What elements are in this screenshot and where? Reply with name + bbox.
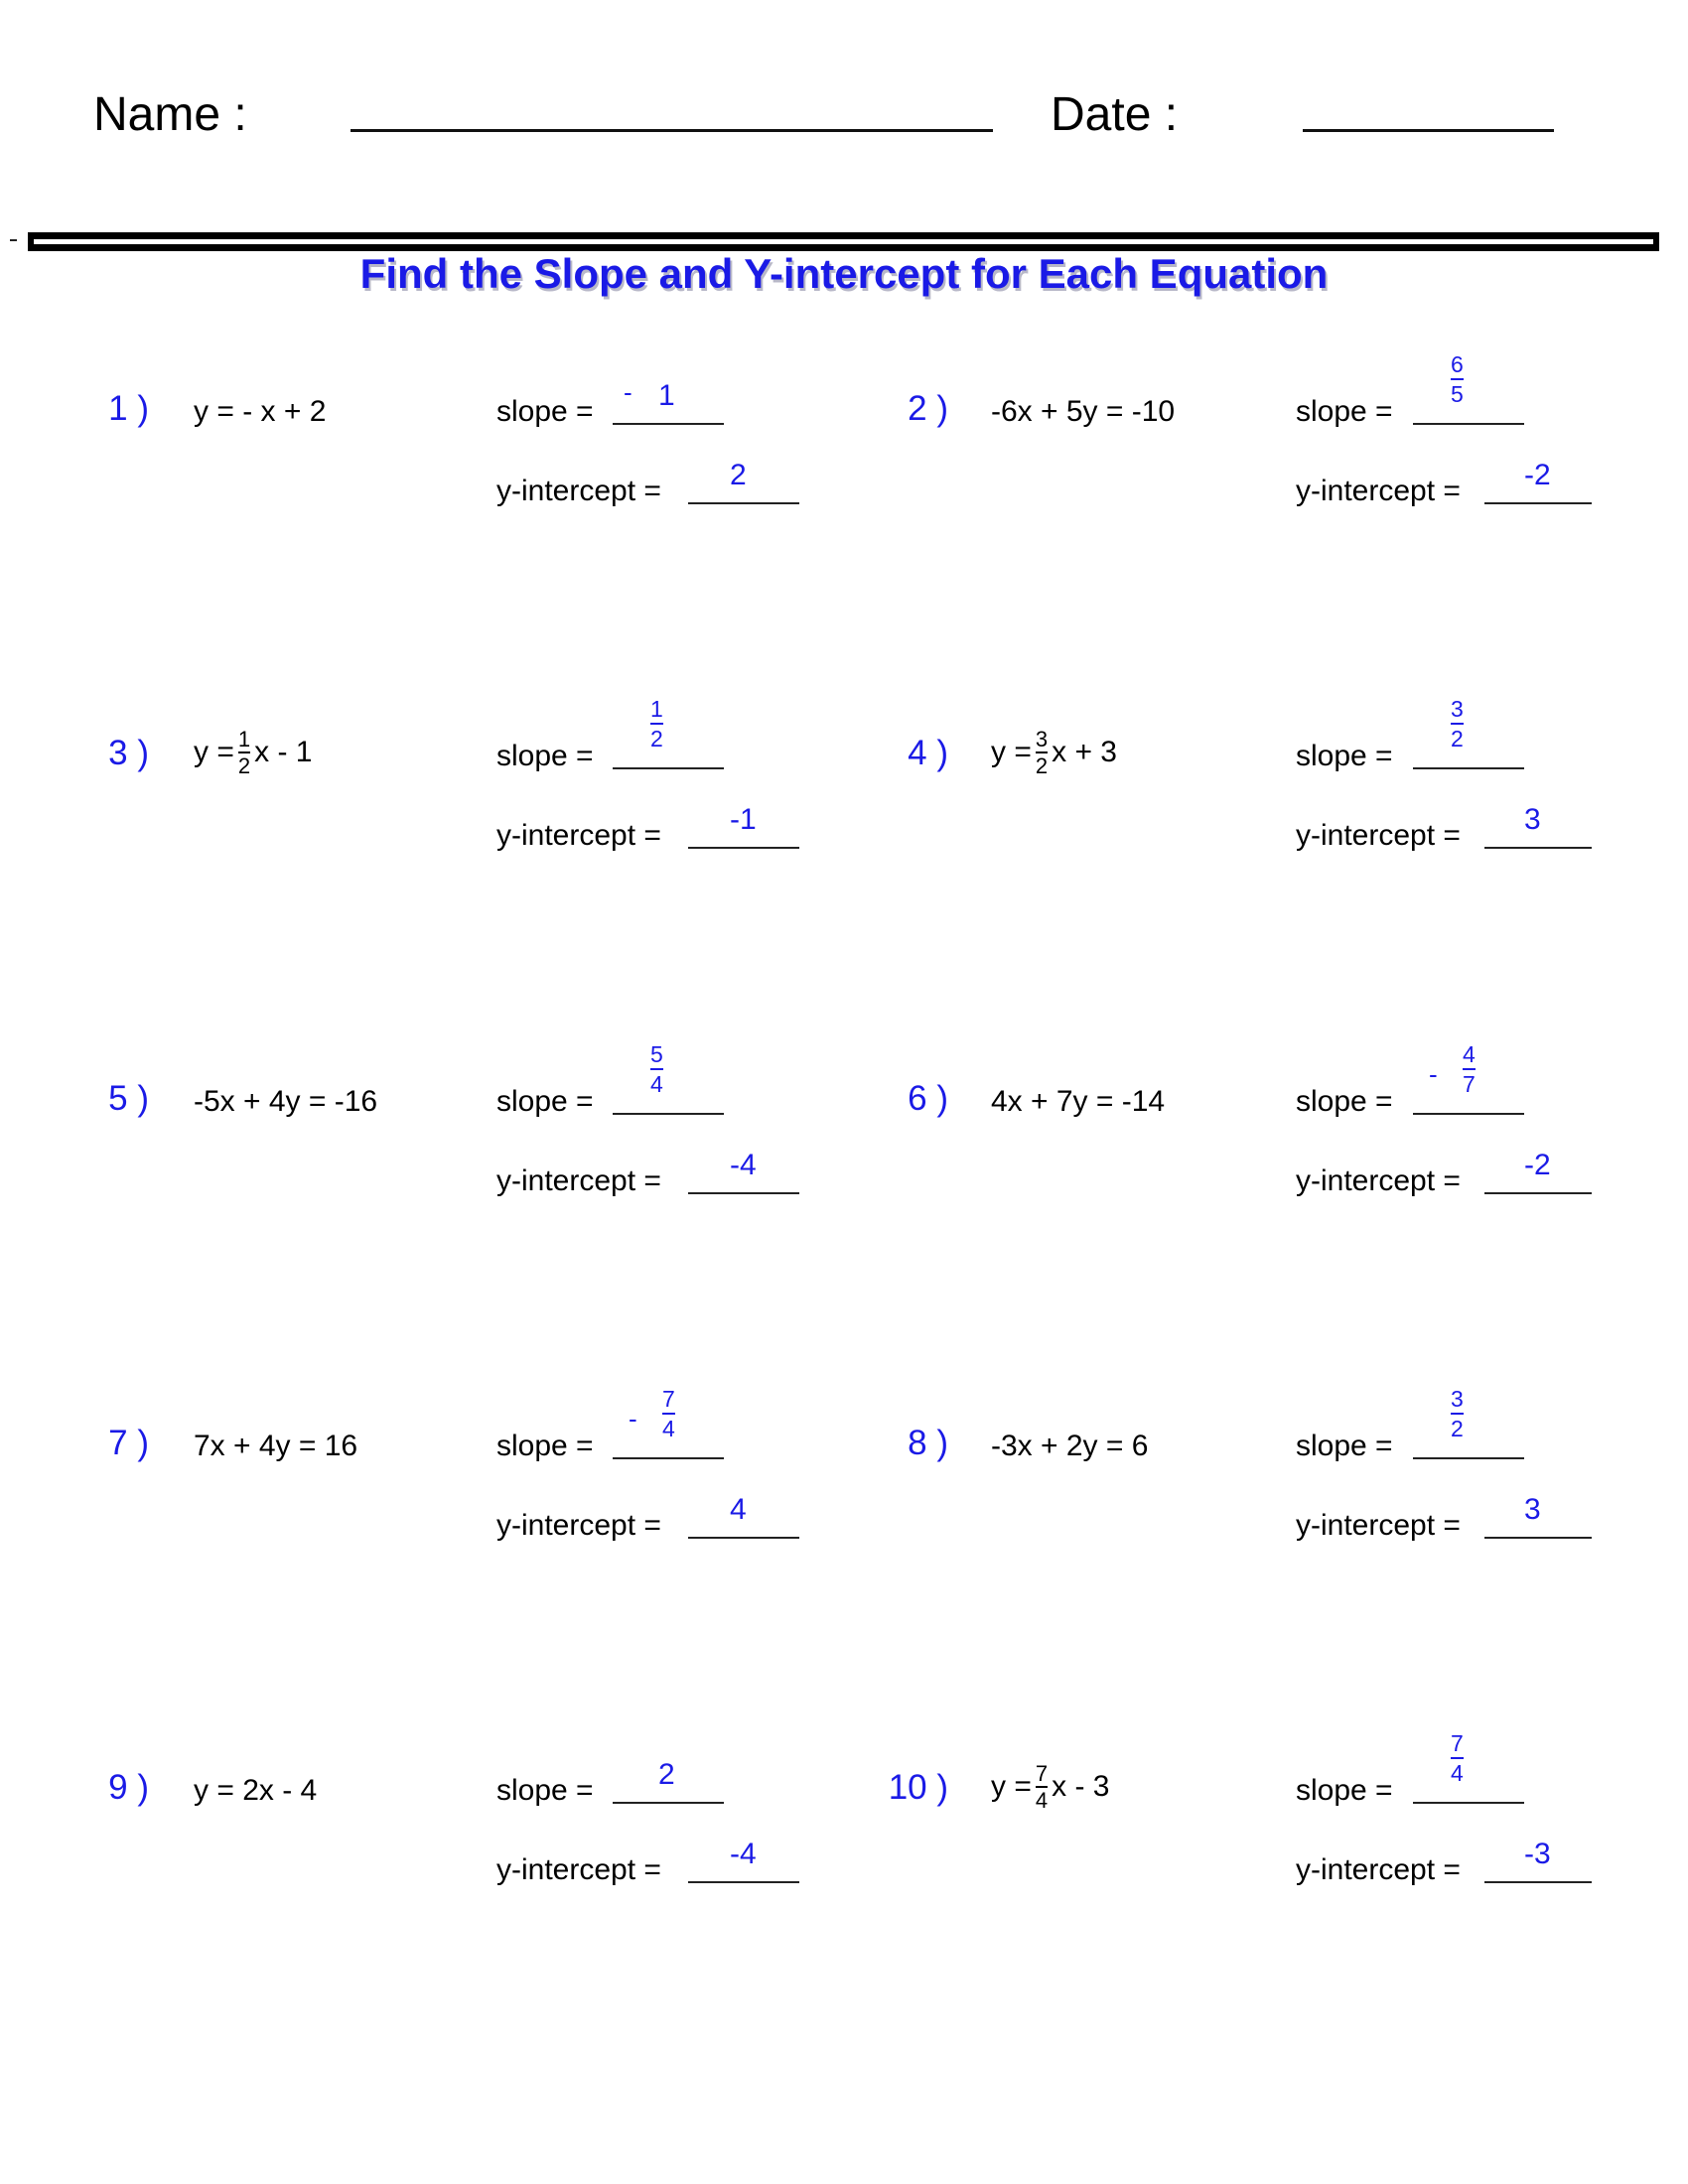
fraction-numerator: 7 — [1451, 1730, 1464, 1756]
slope-label: slope = — [1296, 1085, 1393, 1118]
fraction-denominator: 7 — [1463, 1071, 1476, 1097]
equation-lhs: y = — [194, 736, 234, 768]
intercept-answer-line[interactable] — [688, 1537, 799, 1539]
fraction-denominator: 2 — [237, 752, 251, 778]
equation-lhs: y = — [991, 736, 1032, 768]
slope-answer-sign: - — [1429, 1059, 1438, 1089]
fraction-numerator: 7 — [1035, 1760, 1049, 1786]
intercept-answer-line[interactable] — [1484, 502, 1592, 504]
equation-lhs: y = — [991, 1770, 1032, 1803]
fraction-bar — [662, 1413, 675, 1415]
intercept-answer: -1 — [730, 803, 757, 836]
fraction-bar — [1451, 378, 1464, 380]
equation: 4x + 7y = -14 — [991, 1085, 1166, 1118]
equation: -5x + 4y = -16 — [194, 1085, 378, 1118]
fraction-numerator: 5 — [650, 1041, 663, 1067]
header-divider — [28, 232, 1659, 251]
intercept-answer-line[interactable] — [1484, 847, 1592, 849]
slope-answer-fraction — [1463, 1043, 1476, 1096]
equation: -3x + 2y = 6 — [991, 1430, 1149, 1462]
fraction-bar — [1463, 1068, 1476, 1070]
slope-answer-line[interactable] — [613, 423, 724, 425]
problem-number: 7 ) — [108, 1424, 149, 1462]
intercept-answer-line[interactable] — [688, 1881, 799, 1883]
intercept-label: y-intercept = — [496, 1509, 661, 1542]
fraction-denominator: 2 — [1035, 752, 1049, 778]
slope-answer-line[interactable] — [1413, 1113, 1524, 1115]
slope-answer-line[interactable] — [613, 1802, 724, 1804]
problem-number: 10 ) — [888, 1768, 948, 1807]
fraction-numerator: 3 — [1451, 1386, 1464, 1412]
intercept-label: y-intercept = — [496, 475, 661, 507]
fraction-denominator: 2 — [650, 726, 663, 751]
slope-answer-line[interactable] — [1413, 1802, 1524, 1804]
slope-answer-fraction — [650, 698, 663, 751]
intercept-answer-line[interactable] — [1484, 1537, 1592, 1539]
intercept-label: y-intercept = — [496, 1164, 661, 1197]
intercept-answer: -2 — [1524, 459, 1551, 491]
date-field-line[interactable] — [1303, 129, 1554, 132]
slope-answer: 2 — [658, 1758, 675, 1791]
equation: 7x + 4y = 16 — [194, 1430, 358, 1462]
intercept-label: y-intercept = — [496, 1853, 661, 1886]
fraction-bar — [1451, 723, 1464, 725]
slope-answer-line[interactable] — [613, 1457, 724, 1459]
fraction-bar — [650, 723, 663, 725]
problem-number: 6 ) — [908, 1079, 948, 1118]
fraction-bar — [1451, 1757, 1464, 1759]
intercept-label: y-intercept = — [1296, 1853, 1461, 1886]
fraction-numerator: 1 — [237, 726, 251, 751]
slope-label: slope = — [496, 395, 594, 428]
slope-answer-line[interactable] — [1413, 767, 1524, 769]
slope-answer-fraction — [1451, 353, 1464, 406]
equation-fraction — [1035, 726, 1049, 778]
intercept-label: y-intercept = — [1296, 1164, 1461, 1197]
problem-number: 1 ) — [108, 389, 149, 428]
intercept-answer-line[interactable] — [1484, 1881, 1592, 1883]
slope-answer-line[interactable] — [1413, 1457, 1524, 1459]
equation-rhs: x - 1 — [254, 736, 313, 768]
slope-answer-line[interactable] — [1413, 423, 1524, 425]
intercept-label: y-intercept = — [1296, 1509, 1461, 1542]
slope-label: slope = — [496, 1085, 594, 1118]
slope-label: slope = — [1296, 740, 1393, 772]
slope-answer-fraction — [650, 1043, 663, 1096]
fraction-denominator: 4 — [662, 1416, 675, 1441]
problem-number: 4 ) — [908, 734, 948, 772]
fraction-bar — [650, 1068, 663, 1070]
fraction-denominator: 2 — [1451, 726, 1464, 751]
slope-label: slope = — [1296, 395, 1393, 428]
name-label: Name : — [93, 88, 247, 141]
fraction-numerator: 7 — [662, 1386, 675, 1412]
intercept-answer-line[interactable] — [688, 1192, 799, 1194]
date-label: Date : — [1051, 88, 1179, 141]
problem-number: 2 ) — [908, 389, 948, 428]
name-field-line[interactable] — [351, 129, 993, 132]
slope-answer-line[interactable] — [613, 767, 724, 769]
fraction-denominator: 4 — [650, 1071, 663, 1097]
equation — [194, 728, 312, 777]
intercept-label: y-intercept = — [1296, 475, 1461, 507]
slope-label: slope = — [1296, 1774, 1393, 1807]
slope-answer-line[interactable] — [613, 1113, 724, 1115]
fraction-denominator: 4 — [1035, 1787, 1049, 1813]
slope-label: slope = — [496, 1774, 594, 1807]
slope-answer-fraction — [1451, 1388, 1464, 1440]
slope-label: slope = — [496, 740, 594, 772]
slope-label: slope = — [496, 1430, 594, 1462]
equation-rhs: x + 3 — [1052, 736, 1117, 768]
margin-mark — [10, 239, 17, 241]
intercept-answer: -4 — [730, 1149, 757, 1181]
equation: -6x + 5y = -10 — [991, 395, 1176, 428]
slope-answer-fraction — [1451, 698, 1464, 751]
intercept-label: y-intercept = — [1296, 819, 1461, 852]
intercept-answer-line[interactable] — [688, 502, 799, 504]
intercept-label: y-intercept = — [496, 819, 661, 852]
slope-answer-sign: - — [629, 1404, 637, 1433]
intercept-answer-line[interactable] — [1484, 1192, 1592, 1194]
intercept-answer: 3 — [1524, 1493, 1541, 1526]
fraction-denominator: 2 — [1451, 1416, 1464, 1441]
intercept-answer-line[interactable] — [688, 847, 799, 849]
problem-number: 9 ) — [108, 1768, 149, 1807]
equation: y = - x + 2 — [194, 395, 327, 428]
intercept-answer: -2 — [1524, 1149, 1551, 1181]
slope-answer-fraction — [1451, 1732, 1464, 1785]
fraction-bar — [1451, 1413, 1464, 1415]
fraction-numerator: 1 — [650, 696, 663, 722]
problem-number: 5 ) — [108, 1079, 149, 1118]
equation-fraction — [1035, 1760, 1049, 1813]
worksheet-title: Find the Slope and Y-intercept for Each Equation — [359, 250, 1329, 297]
problem-number: 8 ) — [908, 1424, 948, 1462]
intercept-answer: -3 — [1524, 1838, 1551, 1870]
slope-answer-sign: - — [624, 377, 633, 407]
equation — [991, 728, 1117, 777]
equation-rhs: x - 3 — [1052, 1770, 1110, 1803]
equation: y = 2x - 4 — [194, 1774, 318, 1807]
fraction-denominator: 5 — [1451, 381, 1464, 407]
intercept-answer: 4 — [730, 1493, 747, 1526]
equation — [991, 1762, 1109, 1812]
fraction-numerator: 3 — [1035, 726, 1049, 751]
slope-answer: 1 — [658, 379, 675, 412]
fraction-numerator: 4 — [1463, 1041, 1476, 1067]
intercept-answer: 2 — [730, 459, 747, 491]
fraction-numerator: 3 — [1451, 696, 1464, 722]
problem-number: 3 ) — [108, 734, 149, 772]
slope-answer-fraction — [662, 1388, 675, 1440]
intercept-answer: -4 — [730, 1838, 757, 1870]
equation-fraction — [237, 726, 251, 778]
slope-label: slope = — [1296, 1430, 1393, 1462]
fraction-numerator: 6 — [1451, 351, 1464, 377]
intercept-answer: 3 — [1524, 803, 1541, 836]
fraction-denominator: 4 — [1451, 1760, 1464, 1786]
